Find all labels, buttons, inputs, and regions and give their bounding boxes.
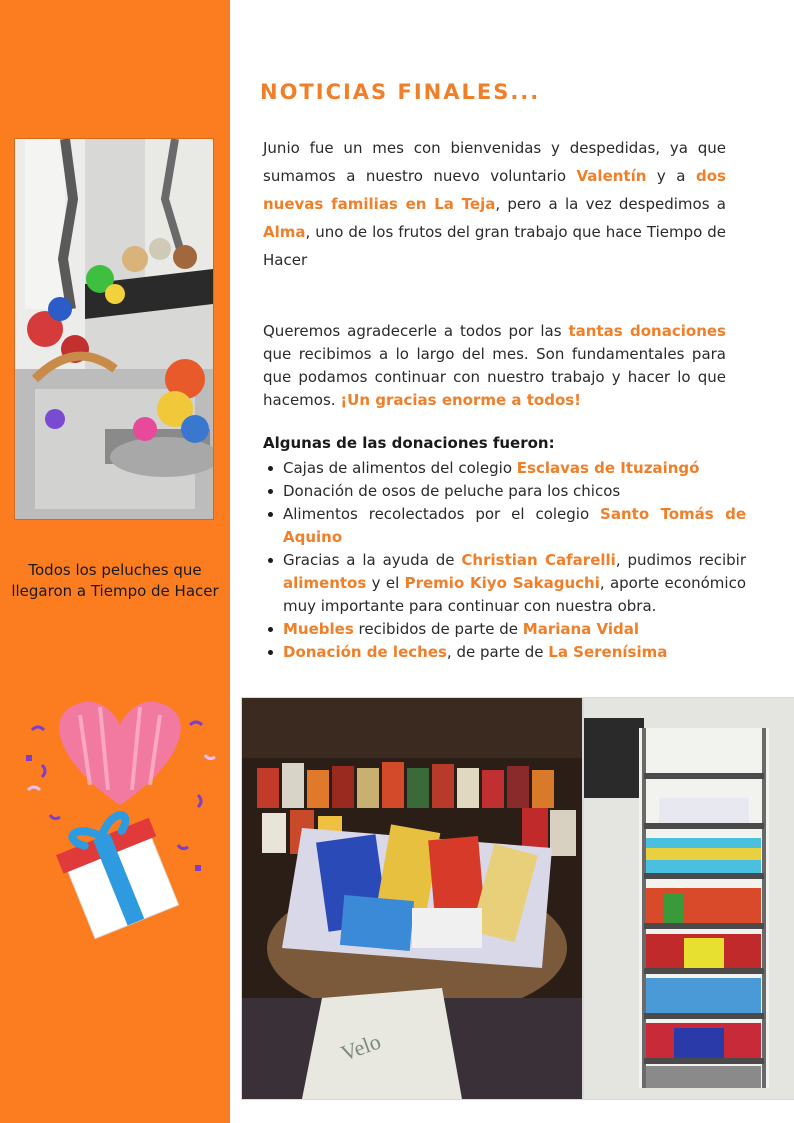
- highlight-alma: Alma: [263, 223, 306, 241]
- text-run: , aporte económico muy importante para continuar con nuestra obra.: [283, 574, 747, 615]
- highlight-name: Mariana Vidal: [522, 620, 640, 638]
- bag-label: Velo: [337, 1028, 384, 1066]
- list-item: [283, 457, 746, 480]
- highlight-name: Esclavas de Ituzaingó: [516, 459, 700, 477]
- donations-list: [263, 457, 746, 664]
- text-run: recibidos de parte de: [353, 620, 523, 638]
- photo-caption: Todos los peluches que llegaron a Tiempo de Hacer: [11, 561, 219, 600]
- heart-gift-icon: [20, 695, 220, 945]
- intro-paragraph: [263, 134, 726, 274]
- highlight-donations: tantas donaciones: [568, 322, 726, 340]
- list-item: [283, 503, 746, 549]
- list-item: [283, 618, 746, 641]
- donations-heading: Algunas de las donaciones fueron:: [263, 434, 555, 452]
- pantry-shelf-photo: [583, 697, 794, 1100]
- text-run: que recibimos a lo largo del mes. Son fundamentales para que podamos continuar con nuestro trabajo y hacer lo que hacemos.: [263, 345, 726, 409]
- highlight-name: Muebles: [283, 620, 354, 638]
- text-run: y el: [366, 574, 405, 592]
- highlight-volunteer: Valentín: [576, 167, 647, 185]
- highlight-name: Christian Cafarelli: [461, 551, 616, 569]
- text-run: Cajas de alimentos del colegio: [283, 459, 517, 477]
- highlight-name: Santo Tomás de Aquino: [283, 505, 746, 546]
- list-item: [283, 641, 746, 664]
- text-run: , de parte de: [446, 643, 549, 661]
- thanks-paragraph: [263, 320, 726, 412]
- highlight-families: dos nuevas familias en La Teja: [263, 167, 726, 213]
- food-donations-photo: [241, 697, 583, 1100]
- text-run: , uno de los frutos del gran trabajo que hace Tiempo de Hacer: [263, 223, 726, 269]
- text-run: Gracias a la ayuda de: [283, 551, 462, 569]
- text-run: Queremos agradecerle a todos por las: [263, 322, 569, 340]
- highlight-name: La Serenísima: [548, 643, 668, 661]
- text-run: Junio fue un mes con bienvenidas y despedidas, ya que sumamos a nuestro nuevo voluntario: [263, 139, 726, 185]
- text-run: , pudimos recibir: [615, 551, 747, 569]
- list-item: [283, 549, 746, 618]
- highlight-name: alimentos: [283, 574, 367, 592]
- highlight-thanks: ¡Un gracias enorme a todos!: [340, 391, 582, 409]
- text-run: Alimentos recolectados por el colegio: [283, 505, 601, 523]
- page-title: NOTICIAS FINALES...: [260, 80, 541, 104]
- highlight-name: Donación de leches: [283, 643, 447, 661]
- plush-toys-photo: [14, 138, 214, 520]
- text-run: y a: [646, 167, 697, 185]
- text-run: Donación de osos de peluche para los chicos: [283, 482, 621, 500]
- highlight-name: Premio Kiyo Sakaguchi: [404, 574, 600, 592]
- text-run: , pero a la vez despedimos a: [495, 195, 726, 213]
- list-item: [283, 480, 746, 503]
